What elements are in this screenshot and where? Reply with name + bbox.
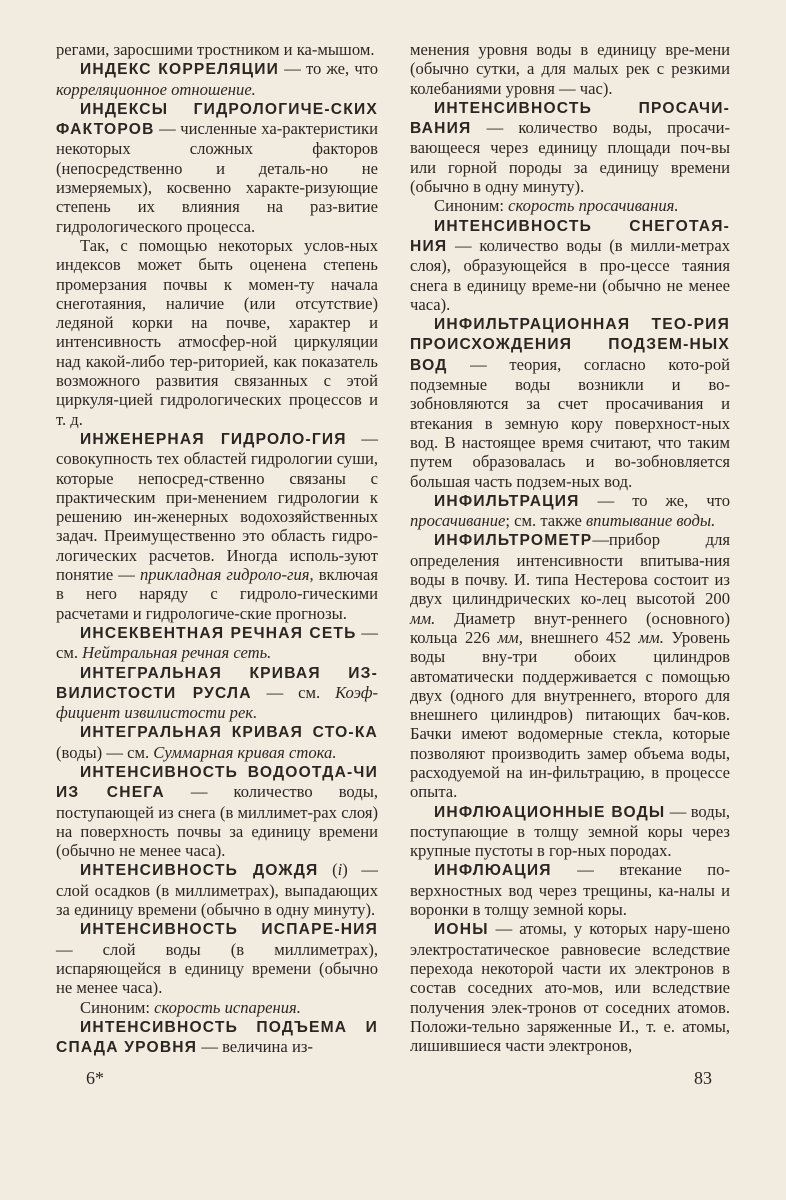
left-column (56, 40, 378, 1057)
entry-italic-term: скорость испарения. (154, 997, 301, 1017)
dictionary-entry (56, 919, 378, 997)
entry-italic-term: i (337, 860, 343, 880)
entry-text: — величина из- (197, 1037, 313, 1057)
dictionary-entry (56, 99, 378, 236)
entry-italic-term: скорость просачивания. (508, 196, 679, 216)
entry-italic-term: Суммарная кривая стока. (153, 742, 337, 762)
entry-headword: ИНФИЛЬТРАЦИОННАЯ ТЕО-РИЯ ПРОИСХОЖДЕНИЯ ПОДЗЕМ-НЫХ ВОД (410, 316, 730, 374)
entry-italic-term: просачивание (410, 511, 506, 531)
entry-headword: ИНДЕКС КОРРЕЛЯЦИИ (80, 61, 280, 79)
dictionary-entry (56, 860, 378, 919)
dictionary-entry (56, 429, 378, 623)
entry-text: ( (318, 860, 338, 880)
entry-headword: ИНФИЛЬТРАЦИЯ (434, 492, 580, 510)
entry-headword: ИНФЛЮАЦИЯ (434, 862, 552, 880)
dictionary-entry (56, 762, 378, 860)
entry-headword: ИНТЕГРАЛЬНАЯ КРИВАЯ СТО-КА (80, 724, 378, 742)
dictionary-entry (410, 40, 730, 98)
dictionary-entry (56, 40, 378, 59)
entry-headword: ИНТЕНСИВНОСТЬ ПОДЪЕМА И СПАДА УРОВНЯ (56, 1018, 378, 1057)
entry-text: — количество воды, поступающей из снега (в миллимет-рах слоя) на поверхность почвы за единицу времени (обычно не менее часа). (56, 782, 378, 861)
dictionary-entry (410, 530, 730, 801)
entry-text: ) — слой осадков (в миллиметрах), выпадающих за единицу времени (обычно в одну минуту). (56, 860, 378, 920)
entry-italic-term: Нейтральная речная сеть. (82, 643, 272, 663)
entry-text: Синоним: (434, 196, 509, 216)
entry-headword: ИНДЕКСЫ ГИДРОЛОГИЧЕ-СКИХ ФАКТОРОВ (56, 100, 378, 139)
dictionary-entry (410, 216, 730, 314)
entry-text: —прибор для определения интенсивности впитыва-ния воды в почву. И. типа Нестерова состоит из двух цилиндрических ко-лец высотой 200 (410, 530, 730, 609)
entry-text: — воды, поступающие в толщу земной коры через крупные пустоты в гор-ных породах. (410, 801, 730, 861)
entry-headword: ИНТЕНСИВНОСТЬ ИСПАРЕ-НИЯ (80, 921, 378, 939)
page-number: 83 (694, 1068, 712, 1088)
printer-signature: 6* (86, 1068, 104, 1088)
entry-text: — атомы, у которых нару-шено электростатическое равновесие вследствие перехода некоторой части их электронов в состав соседних ато-мов, или вследствие получения элек-тронов от соседних атомов. Положи-тельно заряженные И., т. е. атомы, лишившиеся части электронов, (410, 919, 730, 1056)
entry-headword: ИНЖЕНЕРНАЯ ГИДРОЛО-ГИЯ (80, 430, 347, 448)
entry-headword: ИНФИЛЬТРОМЕТР (434, 532, 593, 550)
entry-text: внешнего 452 (522, 627, 639, 647)
dictionary-entry (56, 663, 378, 723)
entry-italic-term: Коэф-фициент извилистости рек. (56, 682, 378, 723)
entry-headword: ИНТЕНСИВНОСТЬ СНЕГОТАЯ-НИЯ (410, 217, 730, 255)
entry-italic-term: мм. (638, 627, 664, 647)
entry-italic-term: мм, (497, 627, 523, 647)
entry-headword: ИНТЕНСИВНОСТЬ ВОДООТДА-ЧИ ИЗ СНЕГА (56, 763, 378, 802)
entry-text: — см. (56, 622, 378, 663)
entry-text: Диаметр внут-реннего (основного) кольца 226 (410, 608, 730, 647)
entry-italic-term: корреляционное отношение. (56, 79, 256, 99)
entry-headword: ИНТЕНСИВНОСТЬ ДОЖДЯ (80, 862, 319, 880)
entry-headword: ИНТЕНСИВНОСТЬ ПРОСАЧИ-ВАНИЯ (410, 99, 730, 138)
entry-headword: ИНТЕГРАЛЬНАЯ КРИВАЯ ИЗ-ВИЛИСТОСТИ РУСЛА (56, 664, 378, 702)
dictionary-entry (56, 998, 378, 1017)
entry-text: — то же, что (279, 59, 379, 79)
entry-text: — количество воды (в милли-метрах слоя), образующейся в про-цессе таяния снега в единицу време-ни (обычно не менее часа). (410, 235, 730, 314)
dictionary-entry (410, 196, 730, 215)
dictionary-entry (410, 491, 730, 531)
dictionary-entry (410, 802, 730, 861)
entry-italic-term: мм. (410, 608, 436, 628)
entry-italic-term: впитывание воды. (585, 511, 716, 531)
entry-text: — теория, согласно кото-рой подземные воды возникли и во-зобновляются за счет просачивания и втекания в земную кору поверхност-ных вод. В настоящее время считают, что таким путем образовалась и во-зобновляется большая часть подзем-ных вод. (410, 354, 730, 491)
dictionary-entry (56, 722, 378, 762)
dictionary-entry (410, 98, 730, 196)
entry-text: — слой воды (в миллиметрах), испаряющейся в единицу времени (обычно не менее часа). (56, 939, 378, 998)
dictionary-entry (410, 314, 730, 491)
dictionary-entry (56, 59, 378, 99)
dictionary-entry (410, 860, 730, 919)
entry-text: — численные ха-рактеристики некоторых сложных факторов (непосредственно и деталь-но не измеряемых), косвенно характе-ризующие степень их влияния на раз-витие гидрологического процесса. (56, 119, 378, 236)
dictionary-entry (56, 623, 378, 663)
entry-text: Уровень воды вну-три обоих цилиндров автоматически поддерживается с помощью двух (одного для внутреннего, второго для внешнего цилиндров) питающих бач-ков. Бачки имеют водомерные стекла, которые позволяют производить замер объема воды, расходуемой на ин-фильтрацию, в процессе опыта. (410, 627, 730, 802)
entry-text: — см. (251, 682, 336, 702)
entry-text: — совокупность тех областей гидрологии суши, которые непосред-ственно связаны с практическим при-менением гидрологии к решению ин-женерных водохозяйственных задач. Преимущественно это область гидро-логических расчетов. Иногда исполь-зуют понятие — (56, 428, 378, 585)
entry-headword: ИНСЕКВЕНТНАЯ РЕЧНАЯ СЕТЬ (80, 624, 357, 642)
right-column (410, 40, 730, 1055)
entry-headword: ИОНЫ (434, 921, 489, 939)
entry-text: ; см. также (505, 511, 586, 531)
dictionary-entry (56, 1017, 378, 1058)
entry-text: менения уровня воды в единицу вре-мени (обычно сутки, а для малых рек с резкими колебаниями уровня — час). (410, 40, 730, 98)
entry-text: регами, заросшими тростником и ка-мышом. (56, 40, 375, 59)
dictionary-entry (56, 236, 378, 429)
entry-text: Так, с помощью некоторых услов-ных индексов может быть оценена степень промерзания почвы к момен-ту начала снеготаяния, наличие (или отсутствие) ледяной корки на почве, характер и интенсивность атмосфер-ной циркуляции над какой-либо тер-риторией, как показатель возможного развития связанных с этой циркуля-цией гидрологических процессов и т. д. (56, 235, 378, 429)
entry-italic-term: прикладная гидроло-гия, (139, 565, 314, 585)
entry-text: — то же, что (579, 490, 730, 510)
entry-text: — количество воды, просачи-вающееся через единицу площади поч-вы или горной породы за единицу времени (обычно в одну минуту). (410, 118, 730, 197)
entry-text: (воды) — см. (56, 742, 154, 762)
dictionary-entry (410, 919, 730, 1055)
entry-text: включая в него наряду с гидроло-гическими расчетами и гидрологиче-ские прогнозы. (56, 565, 379, 623)
entry-text: Синоним: (80, 997, 155, 1017)
entry-headword: ИНФЛЮАЦИОННЫЕ ВОДЫ (434, 803, 666, 821)
entry-text: — втекание по-верхностных вод через трещины, ка-налы и воронки в толщу земной коры. (410, 860, 730, 920)
